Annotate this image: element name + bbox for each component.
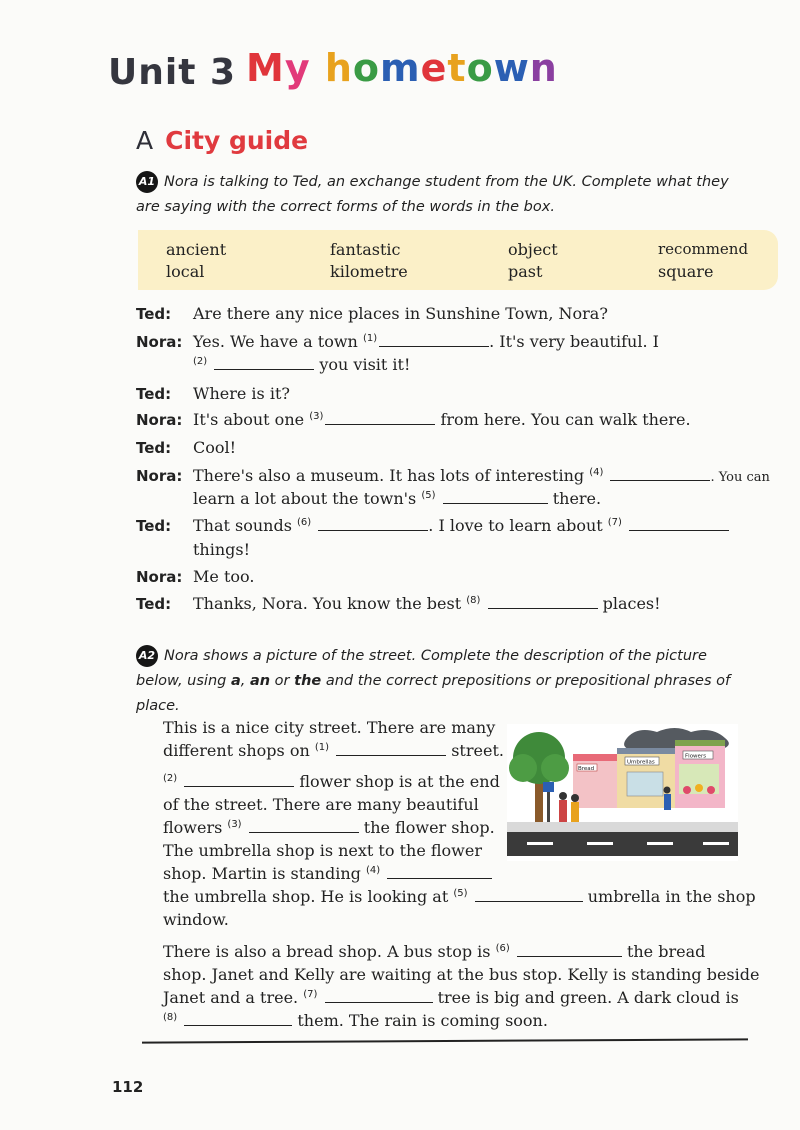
blank-number: (1) xyxy=(314,741,330,753)
flower-icon xyxy=(683,786,691,794)
description-text: street. xyxy=(451,741,504,760)
title-letter: w xyxy=(493,46,530,90)
blank-number: (4) xyxy=(365,864,381,876)
description-line: The umbrella shop is next to the flower xyxy=(163,841,482,860)
person-kelly xyxy=(571,794,579,802)
speaker-label: Nora: xyxy=(136,411,183,429)
word-box xyxy=(138,230,778,290)
road-marking xyxy=(647,842,673,845)
a1-instruction xyxy=(136,170,756,220)
dialogue-line xyxy=(193,410,691,429)
description-line: shop. Janet and Kelly are waiting at the bus stop. Kelly is standing beside xyxy=(163,965,760,984)
answer-blank[interactable] xyxy=(475,887,583,902)
word-item: local xyxy=(166,262,205,281)
speaker-label: Ted: xyxy=(136,385,172,403)
speaker-label: Ted: xyxy=(136,595,172,613)
description-line: of the street. There are many beautiful xyxy=(163,795,479,814)
description-text: the flower shop. xyxy=(363,818,495,837)
dialogue-text: Yes. We have a town xyxy=(193,332,358,351)
a2-instruction xyxy=(136,644,756,719)
title-letter: n xyxy=(529,46,558,90)
section-heading xyxy=(136,126,308,155)
title-letter: y xyxy=(284,46,311,90)
dialogue-line: things! xyxy=(193,540,251,559)
umbrella-shop-window xyxy=(627,772,663,796)
dialogue-text: That sounds xyxy=(193,516,292,535)
article-the: the xyxy=(294,673,322,689)
dialogue-line xyxy=(193,516,729,535)
speaker-label: Nora: xyxy=(136,333,183,351)
dialogue-line xyxy=(193,332,659,351)
answer-blank[interactable] xyxy=(318,516,428,531)
answer-blank[interactable] xyxy=(379,332,489,347)
blank-number: (8) xyxy=(163,1011,178,1023)
description-text: tree is big and green. A dark cloud is xyxy=(437,988,739,1007)
answer-blank[interactable] xyxy=(387,864,492,879)
road-marking xyxy=(703,842,729,845)
a2-instruction-text: and the correct prepositions or prepositional phrases of place. xyxy=(136,673,731,714)
blank-number: (6) xyxy=(297,516,312,528)
a2-instruction-text: Nora shows a picture of the street. Complete the description of the picture below, using xyxy=(136,648,707,689)
section-letter: A xyxy=(136,126,154,155)
title-letter: t xyxy=(447,46,467,90)
sidewalk xyxy=(507,822,738,832)
word-item: ancient xyxy=(166,240,227,259)
dialogue-text: from here. You can walk there. xyxy=(440,410,691,429)
blank-number: (7) xyxy=(303,988,318,1000)
description-text: There is also a bread shop. A bus stop is xyxy=(163,942,491,961)
dialogue-line xyxy=(193,466,770,485)
dialogue-line: Me too. xyxy=(193,567,255,586)
description-text: shop. Martin is standing xyxy=(163,864,361,883)
dialogue-text: learn a lot about the town's xyxy=(193,489,417,508)
title-letter: m xyxy=(380,46,421,90)
dialogue-line xyxy=(193,489,601,508)
blank-number: (1) xyxy=(362,332,378,344)
bread-shop-roof xyxy=(573,754,617,761)
answer-blank[interactable] xyxy=(325,988,433,1003)
title-letter xyxy=(311,46,325,90)
road-marking xyxy=(587,842,613,845)
blank-number: (8) xyxy=(466,594,481,606)
dialogue-line: Cool! xyxy=(193,438,237,457)
answer-blank[interactable] xyxy=(443,489,548,504)
dialogue-line: Are there any nice places in Sunshine Town, Nora? xyxy=(193,304,608,323)
blank-number: (7) xyxy=(607,516,622,528)
blank-number: (6) xyxy=(495,942,510,954)
word-item: past xyxy=(508,262,543,281)
flower-shop-roof xyxy=(675,740,725,746)
person-janet-body xyxy=(559,800,567,822)
dialogue-text: Thanks, Nora. You know the best xyxy=(193,594,462,613)
description-line xyxy=(163,887,756,906)
dialogue-text: It's about one xyxy=(193,410,305,429)
answer-blank[interactable] xyxy=(325,410,435,425)
blank-number: (3) xyxy=(309,410,324,422)
blank-number: (3) xyxy=(227,818,242,830)
answer-blank[interactable] xyxy=(610,466,710,481)
dialogue-line xyxy=(193,594,661,613)
dialogue-text: There's also a museum. It has lots of interesting xyxy=(193,466,585,485)
word-item: square xyxy=(658,262,714,281)
title-letter: M xyxy=(246,46,285,90)
speaker-label: Ted: xyxy=(136,439,172,457)
title-letter: o xyxy=(466,46,494,90)
answer-blank[interactable] xyxy=(184,772,294,787)
description-text: flower shop is at the end xyxy=(299,772,500,791)
a2-badge: A2 xyxy=(136,645,158,667)
umbrella-sign-text: Umbrellas xyxy=(627,759,655,766)
speaker-label: Nora: xyxy=(136,467,183,485)
bottom-rule xyxy=(142,1038,748,1043)
section-name: City guide xyxy=(165,126,309,155)
umbrella-shop-roof xyxy=(617,748,675,754)
description-line xyxy=(163,1011,548,1030)
dialogue-text: places! xyxy=(602,594,661,613)
blank-number: (2) xyxy=(163,772,178,784)
a2-instruction-text: or xyxy=(270,673,295,689)
answer-blank[interactable] xyxy=(517,942,622,957)
answer-blank[interactable] xyxy=(249,818,359,833)
flower-icon xyxy=(695,784,703,792)
blank-number: (5) xyxy=(453,887,468,899)
flower-icon xyxy=(707,786,715,794)
word-item: kilometre xyxy=(330,262,408,281)
title-letter: e xyxy=(420,46,448,90)
road-marking xyxy=(527,842,553,845)
description-line: window. xyxy=(163,910,229,929)
blank-number: (2) xyxy=(193,355,208,367)
tree-foliage xyxy=(509,754,537,782)
dialogue-text: you visit it! xyxy=(319,355,411,374)
article-a: a xyxy=(230,673,241,689)
answer-blank[interactable] xyxy=(214,355,314,370)
a1-instruction-text: Nora is talking to Ted, an exchange student from the UK. Complete what they are saying with the correct forms of the words in the box. xyxy=(136,174,729,215)
title-letter: o xyxy=(352,46,381,90)
description-line xyxy=(163,741,504,760)
unit-title xyxy=(246,46,558,90)
dialogue-line: Where is it? xyxy=(193,384,290,403)
bus-stop-sign-icon xyxy=(543,782,554,792)
description-text: flowers xyxy=(163,818,223,837)
answer-blank[interactable] xyxy=(629,516,729,531)
dialogue-text: there. xyxy=(552,489,602,508)
blank-number: (5) xyxy=(421,489,436,501)
description-text: Janet and a tree. xyxy=(163,988,299,1007)
bread-sign-text: Bread xyxy=(578,766,595,772)
person-janet xyxy=(559,792,567,800)
description-line: This is a nice city street. There are many xyxy=(163,718,496,737)
description-line xyxy=(163,818,495,837)
description-text: different shops on xyxy=(163,741,310,760)
word-item: fantastic xyxy=(330,240,401,259)
person-martin-body xyxy=(664,794,671,810)
person-martin xyxy=(664,787,671,794)
speaker-label: Ted: xyxy=(136,305,172,323)
description-line xyxy=(163,772,500,791)
unit-label: Unit 3 xyxy=(108,52,236,93)
description-text: the umbrella shop. He is looking at xyxy=(163,887,449,906)
description-text: umbrella in the shop xyxy=(587,887,756,906)
dialogue-text: . I love to learn about xyxy=(428,516,603,535)
speaker-label: Ted: xyxy=(136,517,172,535)
dialogue-text: . You can xyxy=(710,470,770,485)
description-text: the bread xyxy=(626,942,706,961)
article-an: an xyxy=(249,673,271,689)
a2-instruction-text: , xyxy=(240,673,250,689)
speaker-label: Nora: xyxy=(136,568,183,586)
title-letter: h xyxy=(324,46,353,90)
street-illustration xyxy=(507,724,738,861)
dialogue-line xyxy=(193,355,410,374)
person-kelly-body xyxy=(571,802,579,822)
answer-blank[interactable] xyxy=(184,1011,292,1026)
answer-blank[interactable] xyxy=(488,594,598,609)
description-text: them. The rain is coming soon. xyxy=(297,1011,548,1030)
dialogue-text: . It's very beautiful. I xyxy=(489,332,659,351)
page-number: 112 xyxy=(112,1078,144,1096)
description-line xyxy=(163,864,492,883)
answer-blank[interactable] xyxy=(336,741,446,756)
word-item: recommend xyxy=(658,240,749,258)
description-line xyxy=(163,988,739,1007)
blank-number: (4) xyxy=(589,466,604,478)
flower-sign-text: Flowers xyxy=(685,753,707,760)
description-line xyxy=(163,942,705,961)
word-item: object xyxy=(508,240,558,259)
a1-badge: A1 xyxy=(136,171,158,193)
tree-foliage xyxy=(541,754,569,782)
